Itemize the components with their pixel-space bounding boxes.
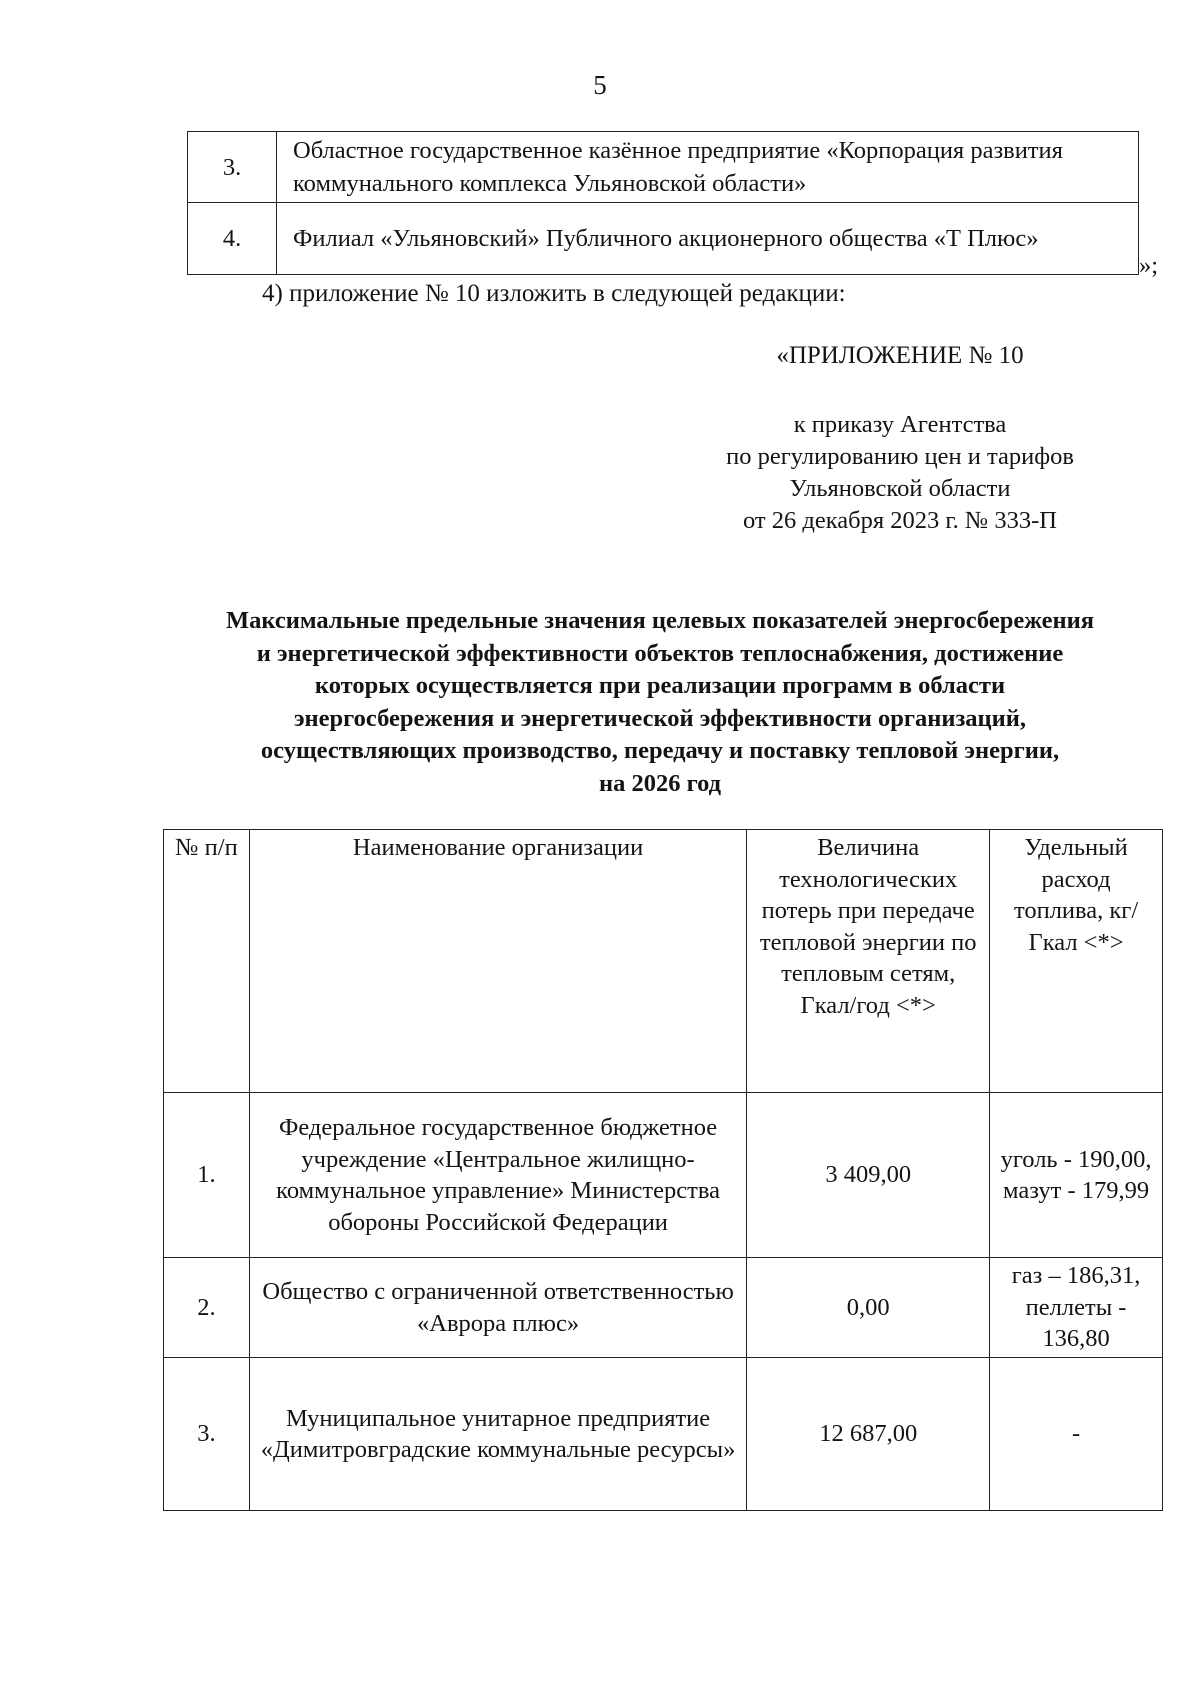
heading-line: которых осуществляется при реализации программ в области <box>314 672 1006 699</box>
heading-line: на 2026 год <box>598 769 722 797</box>
organization-name: Общество с ограниченной ответственностью «Аврора плюс» <box>249 1258 746 1358</box>
reference-line: от 26 декабря 2023 г. № 333-П <box>742 507 1057 534</box>
table-row <box>188 203 1139 275</box>
organization-name: Федеральное государственное бюджетное учреждение «Центральное жилищно-коммунальное управление» Министерства обороны Российской Федерации <box>249 1093 746 1258</box>
table-header-row <box>164 830 1163 1093</box>
target-indicators-table <box>163 829 1163 1511</box>
row-number: 3. <box>188 132 277 203</box>
table-row <box>164 1358 1163 1511</box>
row-number: 2. <box>164 1258 250 1358</box>
organization-name: Филиал «Ульяновский» Публичного акционерного общества «Т Плюс» <box>277 203 1139 275</box>
table-row <box>164 1258 1163 1358</box>
heading-line: энергосбережения и энергетической эффективности организаций, <box>293 704 1027 732</box>
heading-line: и энергетической эффективности объектов теплоснабжения, достижение <box>256 639 1064 667</box>
losses-value: 3 409,00 <box>747 1093 990 1258</box>
row-number: 4. <box>188 203 277 275</box>
fuel-value: уголь - 190,00, мазут - 179,99 <box>990 1093 1163 1258</box>
appendix-title: «ПРИЛОЖЕНИЕ № 10 <box>776 342 1024 369</box>
reference-line: Ульяновской области <box>789 475 1011 502</box>
header-losses: Величина технологических потерь при передаче тепловой энергии по тепловым сетям, Гкал/год <*> <box>747 830 990 1093</box>
page-number: 5 <box>593 70 607 100</box>
header-organization: Наименование организации <box>249 830 746 1093</box>
closing-quote: »; <box>1139 252 1159 279</box>
document-heading <box>120 605 1200 800</box>
losses-value: 12 687,00 <box>747 1358 990 1511</box>
organization-name: Муниципальное унитарное предприятие «Димитровградские коммунальные ресурсы» <box>249 1358 746 1511</box>
amendment-paragraph: 4) приложение № 10 изложить в следующей редакции: <box>262 280 846 307</box>
losses-value: 0,00 <box>747 1258 990 1358</box>
organization-name: Областное государственное казённое предприятие «Корпорация развития коммунального комплекса Ульяновской области» <box>277 132 1139 203</box>
heading-line: осуществляющих производство, передачу и поставку тепловой энергии, <box>260 737 1060 764</box>
row-number: 3. <box>164 1358 250 1511</box>
header-fuel: Удельный расход топлива, кг/Гкал <*> <box>990 830 1163 1093</box>
organizations-table-continued <box>187 131 1139 275</box>
fuel-value: - <box>990 1358 1163 1511</box>
reference-line: к приказу Агентства <box>793 411 1007 438</box>
reference-line: по регулированию цен и тарифов <box>726 443 1074 470</box>
heading-line: Максимальные предельные значения целевых показателей энергосбережения <box>225 607 1095 634</box>
row-number: 1. <box>164 1093 250 1258</box>
fuel-value: газ – 186,31, пеллеты - 136,80 <box>990 1258 1163 1358</box>
table-row <box>188 132 1139 203</box>
header-number: № п/п <box>164 830 250 1093</box>
table-row <box>164 1093 1163 1258</box>
appendix-reference <box>700 409 1100 537</box>
